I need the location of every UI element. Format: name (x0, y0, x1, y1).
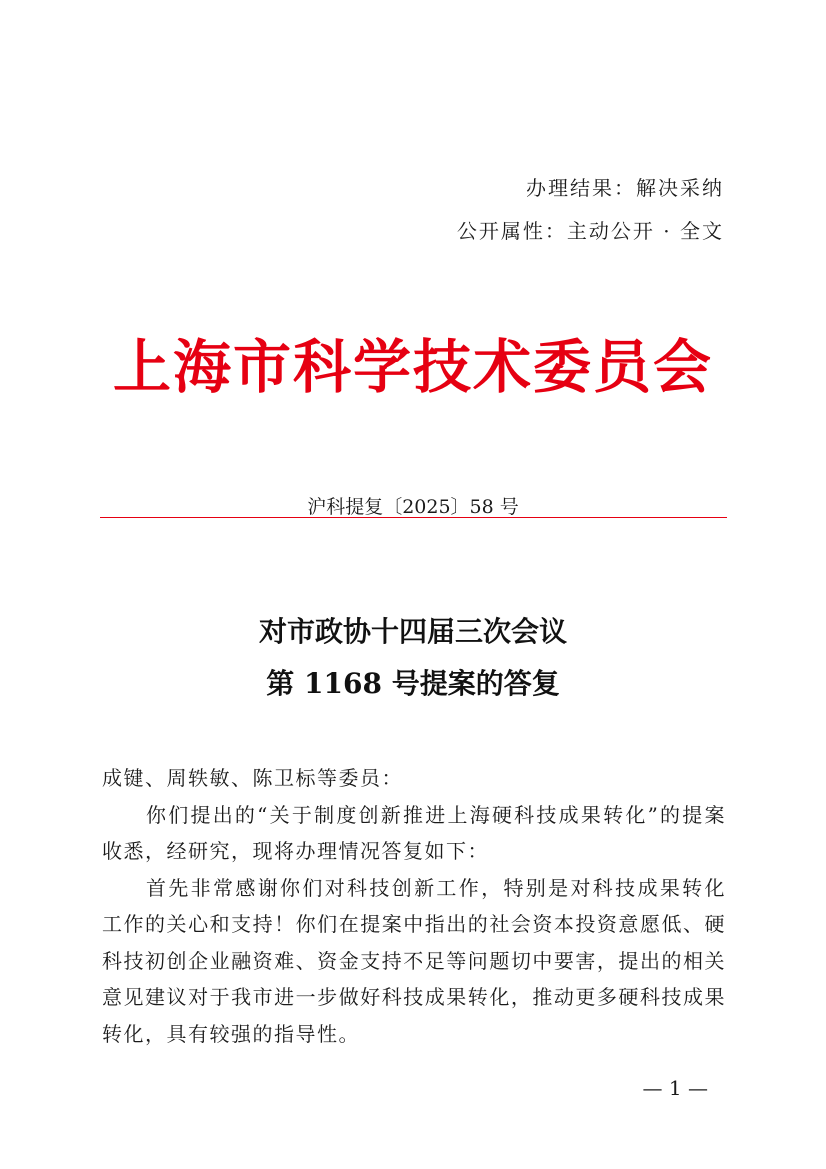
body-paragraph-2: 首先非常感谢你们对科技创新工作，特别是对科技成果转化工作的关心和支持！你们在提案中指出的社会资本投资意愿低、硬科技初创企业融资难、资金支持不足等问题切中要害，提出的相关意见建议对于我市进一步做好科技成果转化，推动更多硬科技成果转化，具有较强的指导性。 (102, 875, 726, 1046)
disclosure-attribute: 公开属性：主动公开 · 全文 (456, 219, 724, 243)
document-body (102, 760, 726, 1052)
body-paragraph-1: 你们提出的“关于制度创新推进上海硬科技成果转化”的提案收悉，经研究，现将办理情况答复如下： (102, 802, 726, 863)
salutation: 成键、周轶敏、陈卫标等委员： (102, 766, 403, 790)
page-number: — 1 — (642, 1076, 708, 1100)
issuing-organization-title: 上海市科学技术委员会 (112, 333, 713, 401)
red-separator-line (100, 517, 727, 518)
handling-result: 办理结果：解决采纳 (526, 176, 724, 200)
document-title-line-2: 第 1168 号提案的答复 (266, 667, 560, 700)
document-number: 沪科提复〔2025〕58 号 (307, 496, 519, 518)
document-title-line-1: 对市政协十四届三次会议 (258, 615, 567, 648)
